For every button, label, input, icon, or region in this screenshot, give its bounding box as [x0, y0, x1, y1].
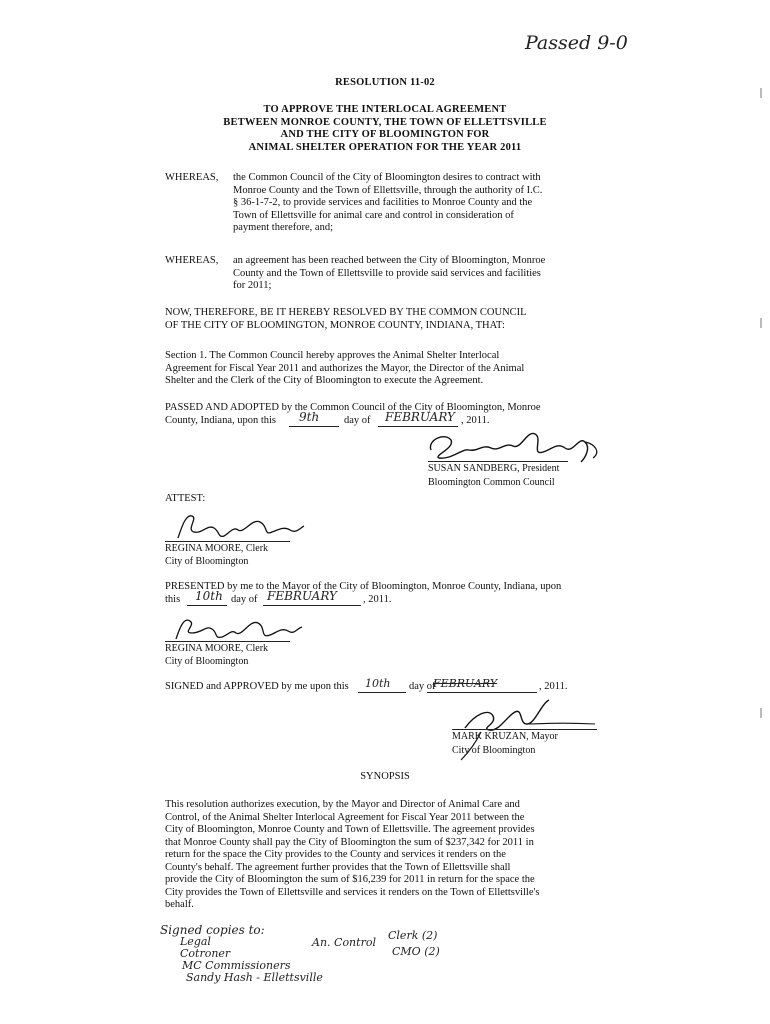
approved-month-line — [427, 692, 537, 693]
approved-text-b: day of — [409, 681, 436, 692]
whereas-clause — [233, 172, 593, 235]
president-signature — [425, 422, 605, 464]
presented-month-handwritten: FEBRUARY — [267, 588, 337, 603]
mayor-org: City of Bloomington — [452, 745, 536, 756]
synopsis-body — [165, 799, 605, 912]
clerk-org: City of Bloomington — [165, 656, 249, 667]
attest-signature — [168, 508, 308, 544]
resolved-clause — [165, 307, 595, 332]
resolution-title — [0, 104, 770, 154]
synopsis-line: City of Bloomington, Monroe County and Town of Ellettsville. The agreement provides — [165, 824, 535, 835]
presented-to-mayor — [165, 581, 595, 607]
president-name: SUSAN SANDBERG, President — [428, 463, 560, 474]
title-line: TO APPROVE THE INTERLOCAL AGREEMENT — [263, 104, 507, 115]
resolution-number: RESOLUTION 11-02 — [335, 77, 435, 88]
passed-line-1: PASSED AND ADOPTED by the Common Council of the City of Bloomington, Monroe — [165, 402, 541, 413]
copies-item: Cotroner — [180, 947, 231, 960]
copies-heading: Signed copies to: — [160, 923, 265, 937]
copies-note — [160, 924, 323, 984]
passed-day-handwritten: 9th — [299, 409, 320, 424]
scan-mark — [760, 88, 762, 98]
synopsis-line: This resolution authorizes execution, by the Mayor and Director of Animal Care and — [165, 799, 520, 810]
clause-line: County and the Town of Ellettsville to provide said services and facilities — [233, 267, 541, 279]
whereas-clause — [233, 255, 593, 293]
animal-control-note: An. Control — [312, 936, 376, 949]
copies-item: Sandy Hash - Ellettsville — [186, 971, 323, 984]
synopsis-line: City provides the Town of Ellettsville and services it renders on the Town of Ellettsville's — [165, 886, 540, 898]
clause-line: § 36-1-7-2, to provide services and facilities to Monroe County and the — [233, 197, 533, 208]
presented-line-2 — [165, 588, 595, 607]
attest-signature-line — [165, 541, 290, 542]
clerk-name: REGINA MOORE, Clerk — [165, 643, 269, 654]
passed-text-a: County, Indiana, upon this — [165, 414, 277, 426]
resolved-line: NOW, THEREFORE, BE IT HEREBY RESOLVED BY THE COMMON COUNCIL — [165, 307, 527, 318]
clause-line: for 2011; — [233, 280, 272, 291]
presented-day-line — [187, 605, 227, 606]
section-line: Section 1. The Common Council hereby approves the Animal Shelter Interlocal — [165, 350, 500, 361]
president-signature-line — [428, 461, 568, 462]
section-1 — [165, 350, 595, 388]
scan-mark — [760, 318, 762, 328]
approved-day-handwritten: 10th — [365, 677, 391, 690]
attest-name: REGINA MOORE, Clerk — [165, 543, 269, 554]
resolved-line: OF THE CITY OF BLOOMINGTON, MONROE COUNTY, INDIANA, THAT: — [165, 319, 505, 331]
section-line: Agreement for Fiscal Year 2011 and authorizes the Mayor, the Director of the Animal — [165, 362, 525, 374]
approved-text-c: , 2011. — [539, 681, 568, 692]
copies-item: MC Commissioners — [182, 959, 291, 972]
presented-text-a: this — [165, 593, 181, 605]
synopsis-line: return for the space the City provides to the County and services it renders on the — [165, 849, 506, 860]
clerk-signature-line — [165, 641, 290, 642]
approved-text-a: SIGNED and APPROVED by me upon this — [165, 681, 349, 692]
mayor-name: MARK KRUZAN, Mayor — [452, 731, 558, 742]
passed-text-b: day of — [344, 414, 371, 426]
whereas-label: WHEREAS, — [165, 172, 219, 183]
synopsis-line: provide the City of Bloomington the sum of $16,239 for 2011 in return for the space the — [165, 874, 535, 885]
synopsis-line: County's behalf. The agreement further provides that the Town of Ellettsville shall — [165, 861, 511, 873]
cmo-copies-note: CMO (2) — [392, 945, 440, 958]
mayor-signature-line — [452, 729, 597, 730]
scan-mark — [760, 708, 762, 718]
attest-label: ATTEST: — [165, 493, 206, 504]
clerk-signature — [166, 611, 306, 645]
title-line: BETWEEN MONROE COUNTY, THE TOWN OF ELLETTSVILLE — [223, 116, 547, 128]
approved-day-line — [358, 692, 406, 693]
synopsis-line: that Monroe County shall pay the City of Bloomington the sum of $237,342 for 2011 in — [165, 836, 534, 848]
approved-month-handwritten: FEBRUARY — [433, 677, 498, 690]
section-line: Shelter and the Clerk of the City of Bloomington to execute the Agreement. — [165, 375, 484, 386]
clerk-copies-note: Clerk (2) — [388, 929, 438, 942]
clause-line: the Common Council of the City of Bloomington desires to contract with — [233, 172, 541, 183]
synopsis-line: behalf. — [165, 899, 194, 910]
presented-text-b: day of — [231, 593, 258, 605]
presented-month-line — [263, 605, 361, 606]
clause-line: payment therefore, and; — [233, 222, 333, 233]
copies-item: Legal — [180, 935, 211, 948]
president-org: Bloomington Common Council — [428, 477, 555, 488]
presented-day-handwritten: 10th — [195, 588, 223, 603]
clause-line: Town of Ellettsville for animal care and control in consideration of — [233, 209, 514, 221]
passed-text-c: , 2011. — [461, 414, 490, 426]
clause-line: an agreement has been reached between the City of Bloomington, Monroe — [233, 255, 546, 266]
passed-day-line — [289, 426, 339, 427]
title-line: ANIMAL SHELTER OPERATION FOR THE YEAR 2011 — [248, 141, 522, 153]
passed-month-handwritten: FEBRUARY — [385, 409, 455, 424]
synopsis-line: Control, of the Animal Shelter Interlocal Agreement for Fiscal Year 2011 between the — [165, 811, 525, 823]
title-line: AND THE CITY OF BLOOMINGTON FOR — [280, 129, 490, 140]
presented-line-1: PRESENTED by me to the Mayor of the City of Bloomington, Monroe County, Indiana, upon — [165, 581, 562, 592]
passed-vote-note: Passed 9-0 — [525, 32, 628, 54]
clause-line: Monroe County and the Town of Ellettsville, through the authority of I.C. — [233, 184, 543, 196]
signed-approved — [165, 677, 595, 695]
presented-text-c: , 2011. — [363, 593, 392, 605]
whereas-label: WHEREAS, — [165, 255, 219, 266]
synopsis-heading: SYNOPSIS — [360, 771, 410, 782]
attest-org: City of Bloomington — [165, 556, 249, 567]
